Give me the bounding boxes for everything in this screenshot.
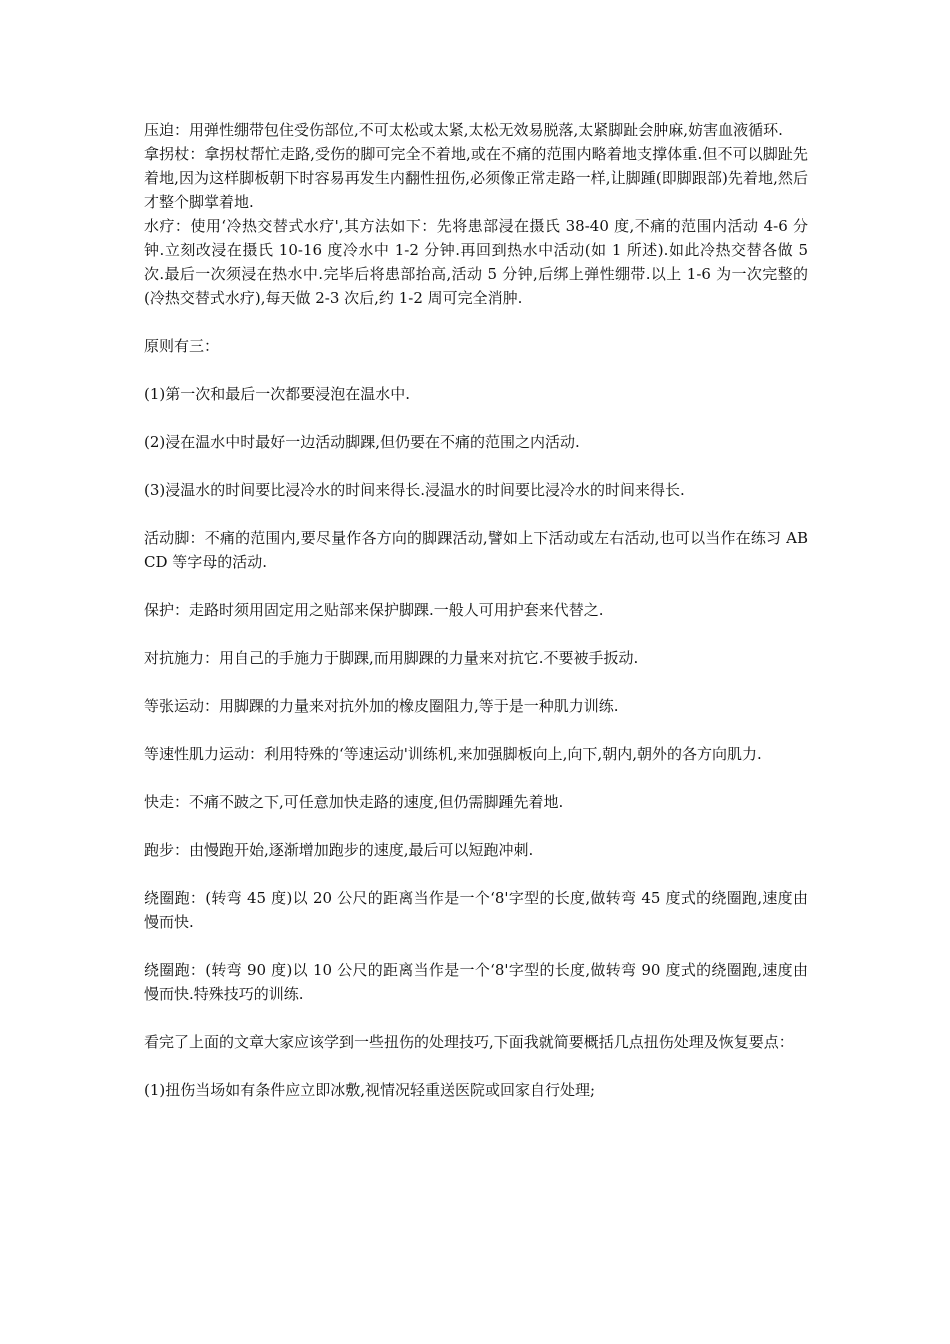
- paragraph-principle-2: (2)浸在温水中时最好一边活动脚踝,但仍要在不痛的范围之内活动.: [144, 433, 580, 451]
- spacer: [144, 814, 808, 838]
- spacer: [144, 1006, 808, 1030]
- spacer: [144, 934, 808, 958]
- paragraph-running: 跑步：由慢跑开始,逐渐增加跑步的速度,最后可以短跑冲刺.: [144, 841, 534, 859]
- spacer: [144, 718, 808, 742]
- paragraph-fast-walk: 快走：不痛不跛之下,可任意加快走路的速度,但仍需脚踵先着地.: [144, 793, 564, 811]
- paragraph-figure8-90: 绕圈跑：(转弯 90 度)以 10 公尺的距离当作是一个‘8'字型的长度,做转弯 90 度式的绕圈跑,速度由慢而快.特殊技巧的训练.: [144, 961, 808, 1003]
- paragraph-resistance: 对抗施力：用自己的手施力于脚踝,而用脚踝的力量来对抗它.不要被手扳动.: [144, 649, 639, 667]
- paragraph-isotonic: 等张运动：用脚踝的力量来对抗外加的橡皮圈阻力,等于是一种肌力训练.: [144, 697, 619, 715]
- paragraph-protection: 保护：走路时须用固定用之贴部来保护脚踝.一般人可用护套来代替之.: [144, 601, 604, 619]
- paragraph-hydrotherapy: 水疗：使用‘冷热交替式水疗',其方法如下：先将患部浸在摄氏 38-40 度,不痛的范围内活动 4-6 分钟.立刻改浸在摄氏 10-16 度冷水中 1-2 分钟.再回到热水中活动(如 1 所述).如此冷热交替各做 5 次.最后一次须浸在热水中.完毕后将患部抬高,活动 5 分钟,后绑上弹性绷带.以上 1-6 为一次完整的(冷热交替式水疗),每天做 2-3 次后,约 1-2 周可完全消肿.: [144, 217, 808, 307]
- paragraph-isokinetic: 等速性肌力运动：利用特殊的‘等速运动'训练机,来加强脚板向上,向下,朝内,朝外的各方向肌力.: [144, 745, 762, 763]
- spacer: [144, 670, 808, 694]
- paragraph-foot-activity: 活动脚：不痛的范围内,要尽量作各方向的脚踝活动,譬如上下活动或左右活动,也可以当作在练习 ABCD 等字母的活动.: [144, 529, 808, 571]
- spacer: [144, 406, 808, 430]
- spacer: [144, 1054, 808, 1078]
- spacer: [144, 358, 808, 382]
- spacer: [144, 502, 808, 526]
- paragraph-crutches: 拿拐杖：拿拐杖帮忙走路,受伤的脚可完全不着地,或在不痛的范围内略着地支撑体重.但不可以脚趾先着地,因为这样脚板朝下时容易再发生内翻性扭伤,必须像正常走路一样,让脚踵(即脚跟部)先着地,然后才整个脚掌着地.: [144, 145, 808, 211]
- spacer: [144, 766, 808, 790]
- paragraph-figure8-45: 绕圈跑：(转弯 45 度)以 20 公尺的距离当作是一个‘8'字型的长度,做转弯 45 度式的绕圈跑,速度由慢而快.: [144, 889, 808, 931]
- paragraph-summary-point-1: (1)扭伤当场如有条件应立即冰敷,视情况轻重送医院或回家自行处理;: [144, 1081, 596, 1099]
- spacer: [144, 862, 808, 886]
- paragraph-summary-intro: 看完了上面的文章大家应该学到一些扭伤的处理技巧,下面我就简要概括几点扭伤处理及恢复要点：: [144, 1033, 794, 1051]
- paragraph-compression: 压迫：用弹性绷带包住受伤部位,不可太松或太紧,太松无效易脱落,太紧脚趾会肿麻,妨害血液循环.: [144, 121, 783, 139]
- document-body: [144, 118, 808, 1102]
- paragraph-principles-heading: 原则有三：: [144, 337, 220, 355]
- spacer: [144, 310, 808, 334]
- paragraph-principle-3: (3)浸温水的时间要比浸冷水的时间来得长.浸温水的时间要比浸冷水的时间来得长.: [144, 481, 685, 499]
- spacer: [144, 622, 808, 646]
- paragraph-principle-1: (1)第一次和最后一次都要浸泡在温水中.: [144, 385, 411, 403]
- spacer: [144, 454, 808, 478]
- spacer: [144, 574, 808, 598]
